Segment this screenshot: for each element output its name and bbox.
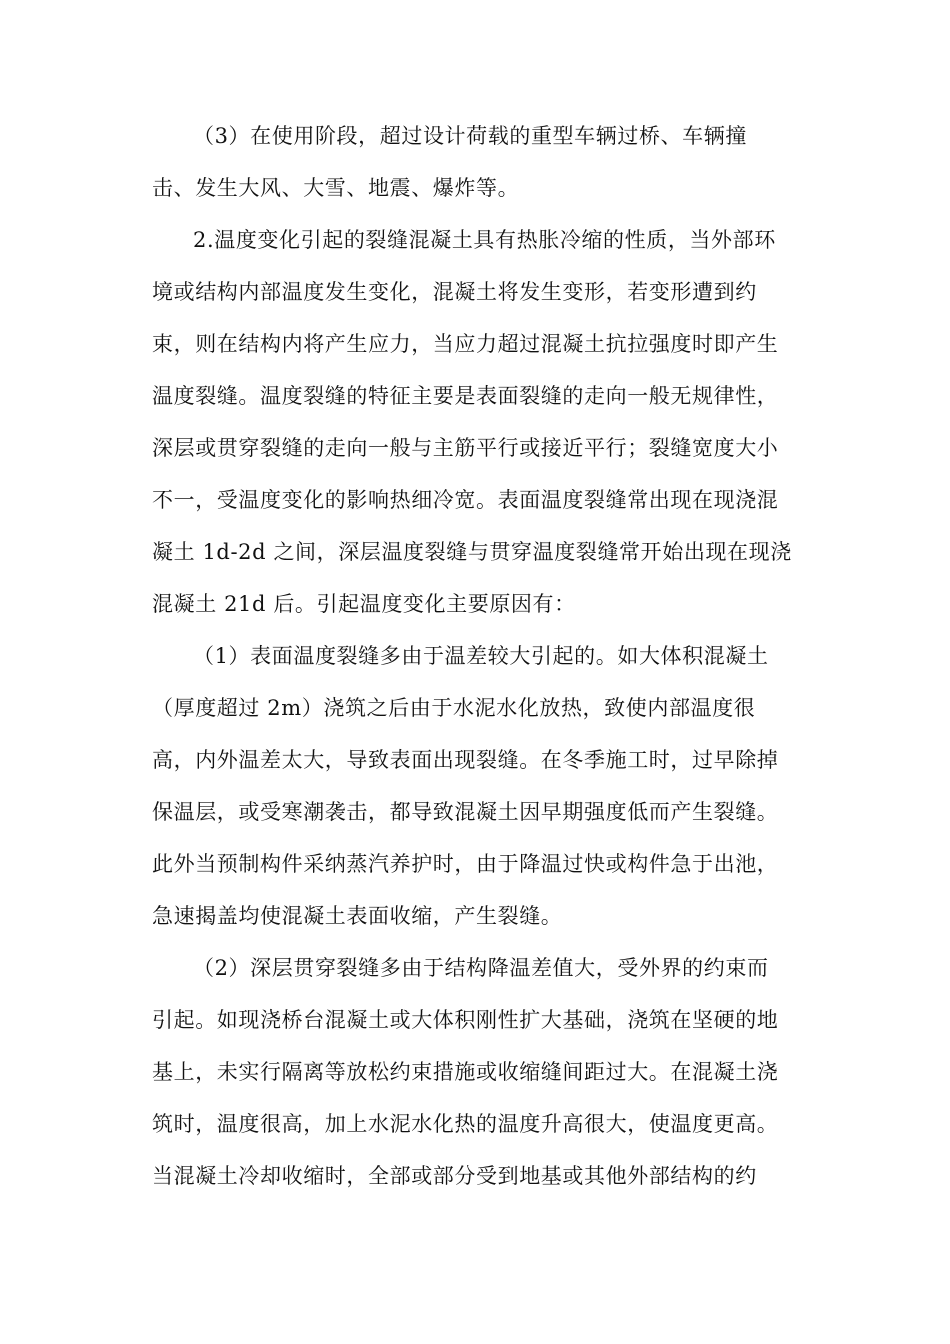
text-line: 急速揭盖均使混凝土表面收缩，产生裂缝。 (152, 904, 563, 928)
text-line: 凝土 1d-2d 之间，深层温度裂缝与贯穿温度裂缝常开始出现在现浇 (152, 540, 792, 564)
text-line: 混凝土 21d 后。引起温度变化主要原因有： (152, 592, 576, 616)
text-line: 保温层，或受寒潮袭击，都导致混凝土因早期强度低而产生裂缝。 (152, 800, 779, 824)
text-line: 温度裂缝。温度裂缝的特征主要是表面裂缝的走向一般无规律性， (152, 384, 779, 408)
text-line: （1）表面温度裂缝多由于温差较大引起的。如大体积混凝土 (193, 644, 769, 668)
text-line: （2）深层贯穿裂缝多由于结构降温差值大，受外界的约束而 (193, 956, 769, 980)
text-line: （厚度超过 2m）浇筑之后由于水泥水化放热，致使内部温度很 (152, 696, 756, 720)
text-line: 束，则在结构内将产生应力，当应力超过混凝土抗拉强度时即产生 (152, 332, 779, 356)
text-line: 击、发生大风、大雪、地震、爆炸等。 (152, 176, 520, 200)
text-line: （3）在使用阶段，超过设计荷载的重型车辆过桥、车辆撞 (193, 124, 747, 148)
text-line: 筑时，温度很高，加上水泥水化热的温度升高很大，使温度更高。 (152, 1112, 779, 1136)
section-heading-line: 2.温度变化引起的裂缝混凝土具有热胀冷缩的性质，当外部环 (193, 228, 776, 252)
text-line: 高，内外温差太大，导致表面出现裂缝。在冬季施工时，过早除掉 (152, 748, 779, 772)
text-line: 当混凝土冷却收缩时，全部或部分受到地基或其他外部结构的约 (152, 1164, 757, 1188)
text-line: 引起。如现浇桥台混凝土或大体积刚性扩大基础，浇筑在坚硬的地 (152, 1008, 779, 1032)
text-line: 基上，未实行隔离等放松约束措施或收缩缝间距过大。在混凝土浇 (152, 1060, 779, 1084)
text-line: 深层或贯穿裂缝的走向一般与主筋平行或接近平行；裂缝宽度大小 (152, 436, 779, 460)
text-line: 不一，受温度变化的影响热细冷宽。表面温度裂缝常出现在现浇混 (152, 488, 779, 512)
text-line: 境或结构内部温度发生变化，混凝土将发生变形，若变形遭到约 (152, 280, 757, 304)
text-line: 此外当预制构件采纳蒸汽养护时，由于降温过快或构件急于出池， (152, 852, 779, 876)
